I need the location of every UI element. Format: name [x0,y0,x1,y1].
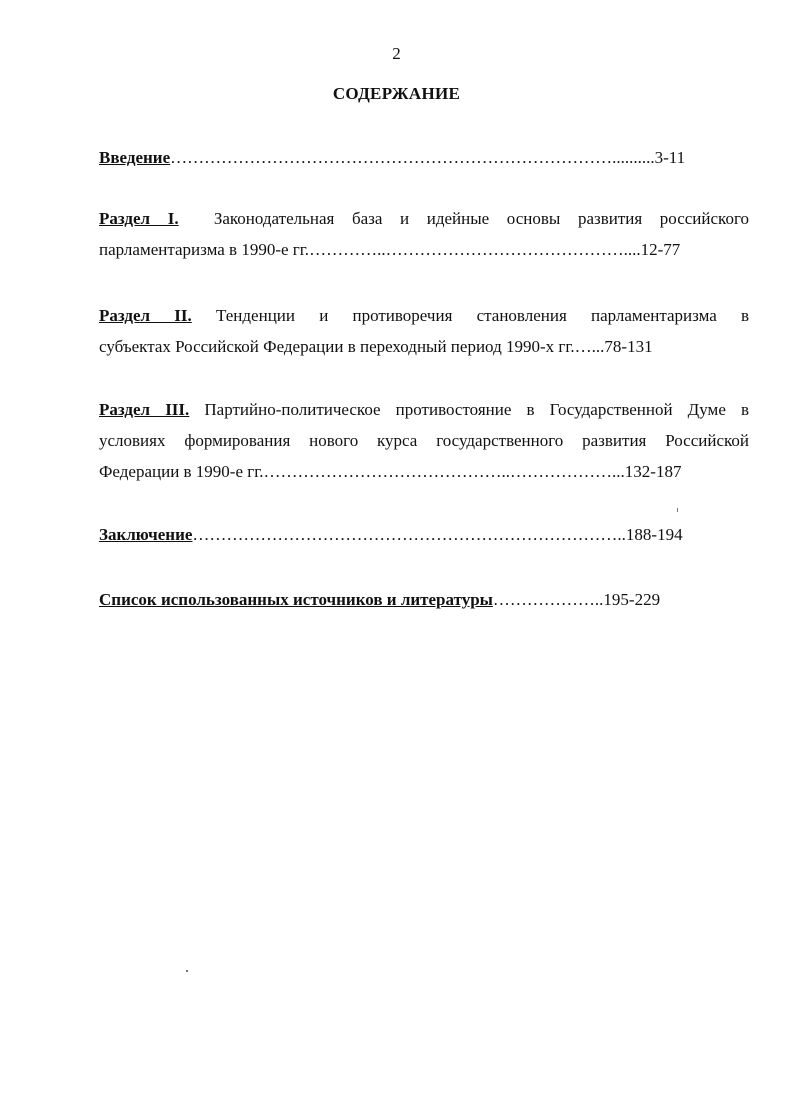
scan-speck [186,970,188,972]
toc-leader-dots: ……………………………………..………………... [263,462,625,481]
toc-leader-dots: …... [574,337,605,356]
toc-page-range: 188-194 [625,525,683,544]
page-title: СОДЕРЖАНИЕ [332,84,461,103]
toc-entry-section-2 [99,300,749,362]
toc-leader-dots: ………………………………………………………………….. [192,525,626,544]
toc-leader-dots: …………..…………………………………….... [309,240,641,259]
toc-title-text: парламентаризма в 1990-е гг. [99,240,310,259]
toc-title-text: Законодательная база и идейные основы развития российского [213,209,749,228]
toc-page-range: 3-11 [654,148,686,167]
toc-label-introduction: Введение [99,148,171,167]
toc-leader-dots: …………………………………………………………………….......... [170,148,655,167]
toc-label-section-1: Раздел I. [99,209,179,228]
toc-entry-section-3 [99,394,749,487]
toc-page-range: 132-187 [624,462,682,481]
toc-label-conclusion: Заключение [99,525,193,544]
toc-page-range: 12-77 [640,240,681,259]
toc-label-section-3: Раздел III. [99,400,190,419]
page-number: 2 [392,44,401,63]
toc-title-text: условиях формирования нового курса государственного развития Российской [99,431,749,450]
toc-label-section-2: Раздел II. [99,306,192,325]
toc-label-bibliography: Список использованных источников и литературы [99,590,493,609]
toc-page-range: 195-229 [603,590,661,609]
toc-title-text: субъектах Российской Федерации в переходный период 1990-х гг. [99,337,575,356]
scan-speck [677,508,678,512]
toc-title-text: Тенденции и противоречия становления парламентаризма в [216,306,750,325]
toc-leader-dots: ……………….. [492,590,604,609]
toc-entry-introduction [99,142,749,173]
toc-title-text: Федерации в 1990-е гг. [99,462,264,481]
toc-page-range: 78-131 [604,337,653,356]
toc-entry-conclusion [99,519,749,550]
toc-entry-bibliography [99,584,749,615]
toc-title-text: Партийно-политическое противостояние в Государственной Думе в [204,400,749,419]
toc-entry-section-1 [99,203,749,265]
